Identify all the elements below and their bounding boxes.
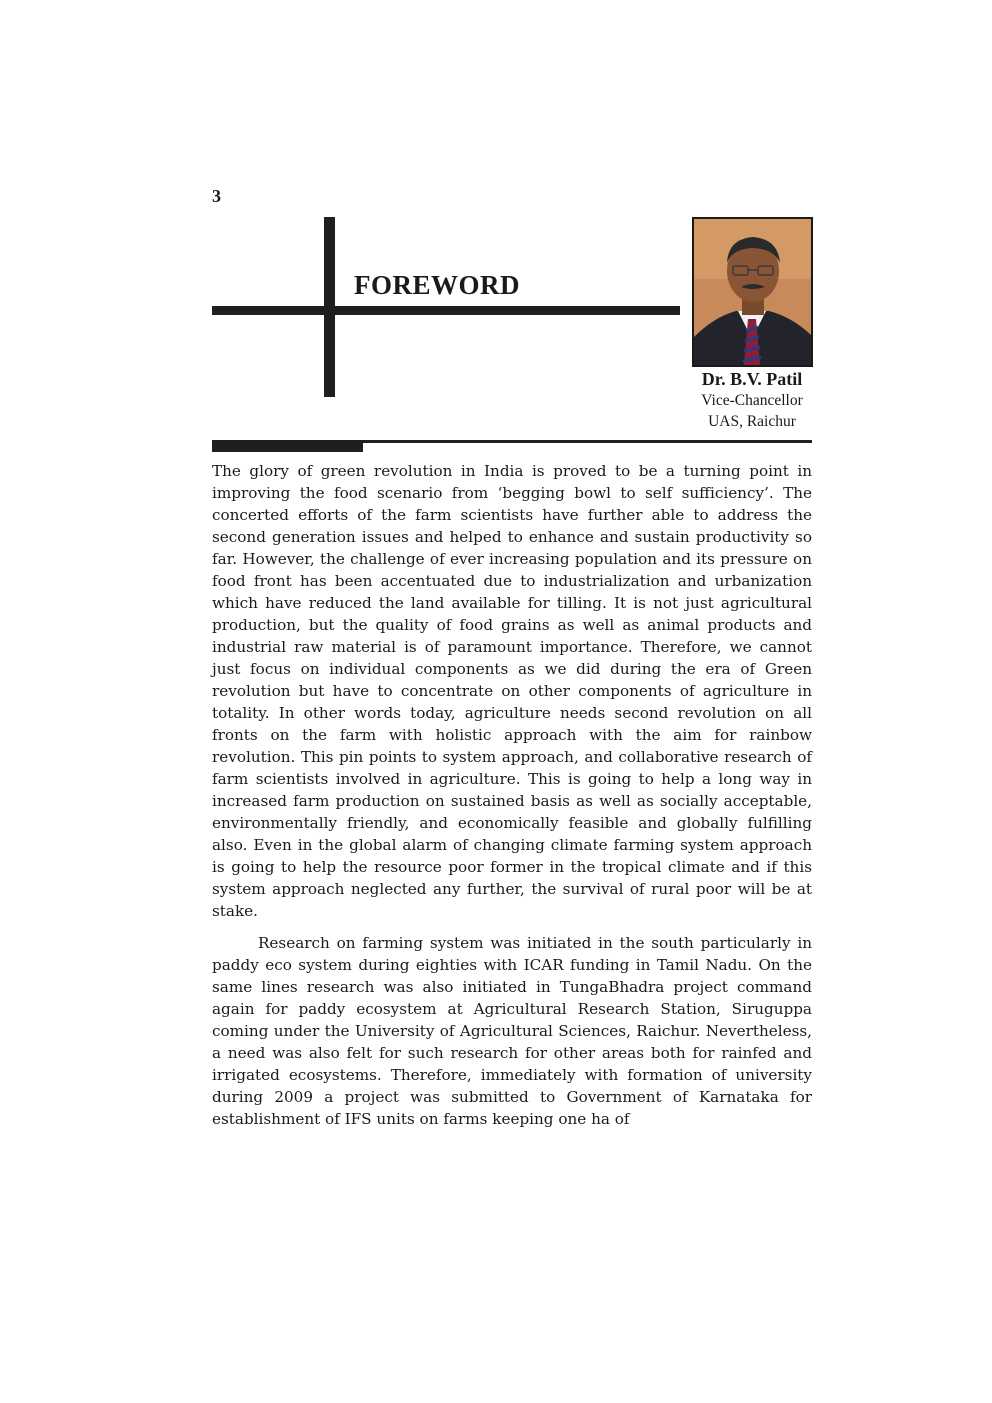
- body-text: [212, 460, 812, 1140]
- title-horizontal-bar: [212, 306, 680, 315]
- paragraph: Research on farming system was initiated in the south particularly in paddy eco system during eighties with ICAR funding in Tamil Nadu. On the same lines research was also initiated in TungaBhadra project command again for paddy ecosystem at Agricultural Research Station, Siruguppa coming under the University of Agricultural Sciences, Raichur. Nevertheless, a need was also felt for such research for other areas both for rainfed and irrigated ecosystems. Therefore, immediately with formation of university during 2009 a project was submitted to Government of Karnataka for establishment of IFS units on farms keeping one ha of: [212, 934, 812, 1128]
- portrait-image: [694, 219, 811, 365]
- page-title: FOREWORD: [354, 270, 520, 300]
- author-name: Dr. B.V. Patil: [701, 369, 803, 389]
- divider-thick-rule: [212, 440, 363, 452]
- page-number: 3: [212, 186, 221, 206]
- author-organization: UAS, Raichur: [708, 413, 796, 430]
- author-block: [682, 368, 822, 432]
- author-role: Vice-Chancellor: [701, 392, 803, 409]
- author-photo: [692, 217, 813, 367]
- paragraph: The glory of green revolution in India is proved to be a turning point in improving the food scenario from ‘begging bowl to self sufficiency’. The concerted efforts of the farm scientists have further able to address the second generation issues and helped to enhance and sustain productivity so far. However, the challenge of ever increasing population and its pressure on food front has been accentuated due to industrialization and urbanization which have reduced the land available for tilling. It is not just agricultural production, but the quality of food grains as well as animal products and industrial raw material is of paramount importance. Therefore, we cannot just focus on individual components as we did during the era of Green revolution but have to concentrate on other components of agriculture in totality. In other words today, agriculture needs second revolution on all fronts on the farm with holistic approach with the aim for rainbow revolution. This pin points to system approach, and collaborative research of farm scientists involved in agriculture. This is going to help a long way in increased farm production on sustained basis as well as socially acceptable, environmentally friendly, and economically feasible and globally fulfilling also. Even in the global alarm of changing climate farming system approach is going to help the resource poor former in the tropical climate and if this system approach neglected any further, the survival of rural poor will be at stake.: [212, 462, 812, 920]
